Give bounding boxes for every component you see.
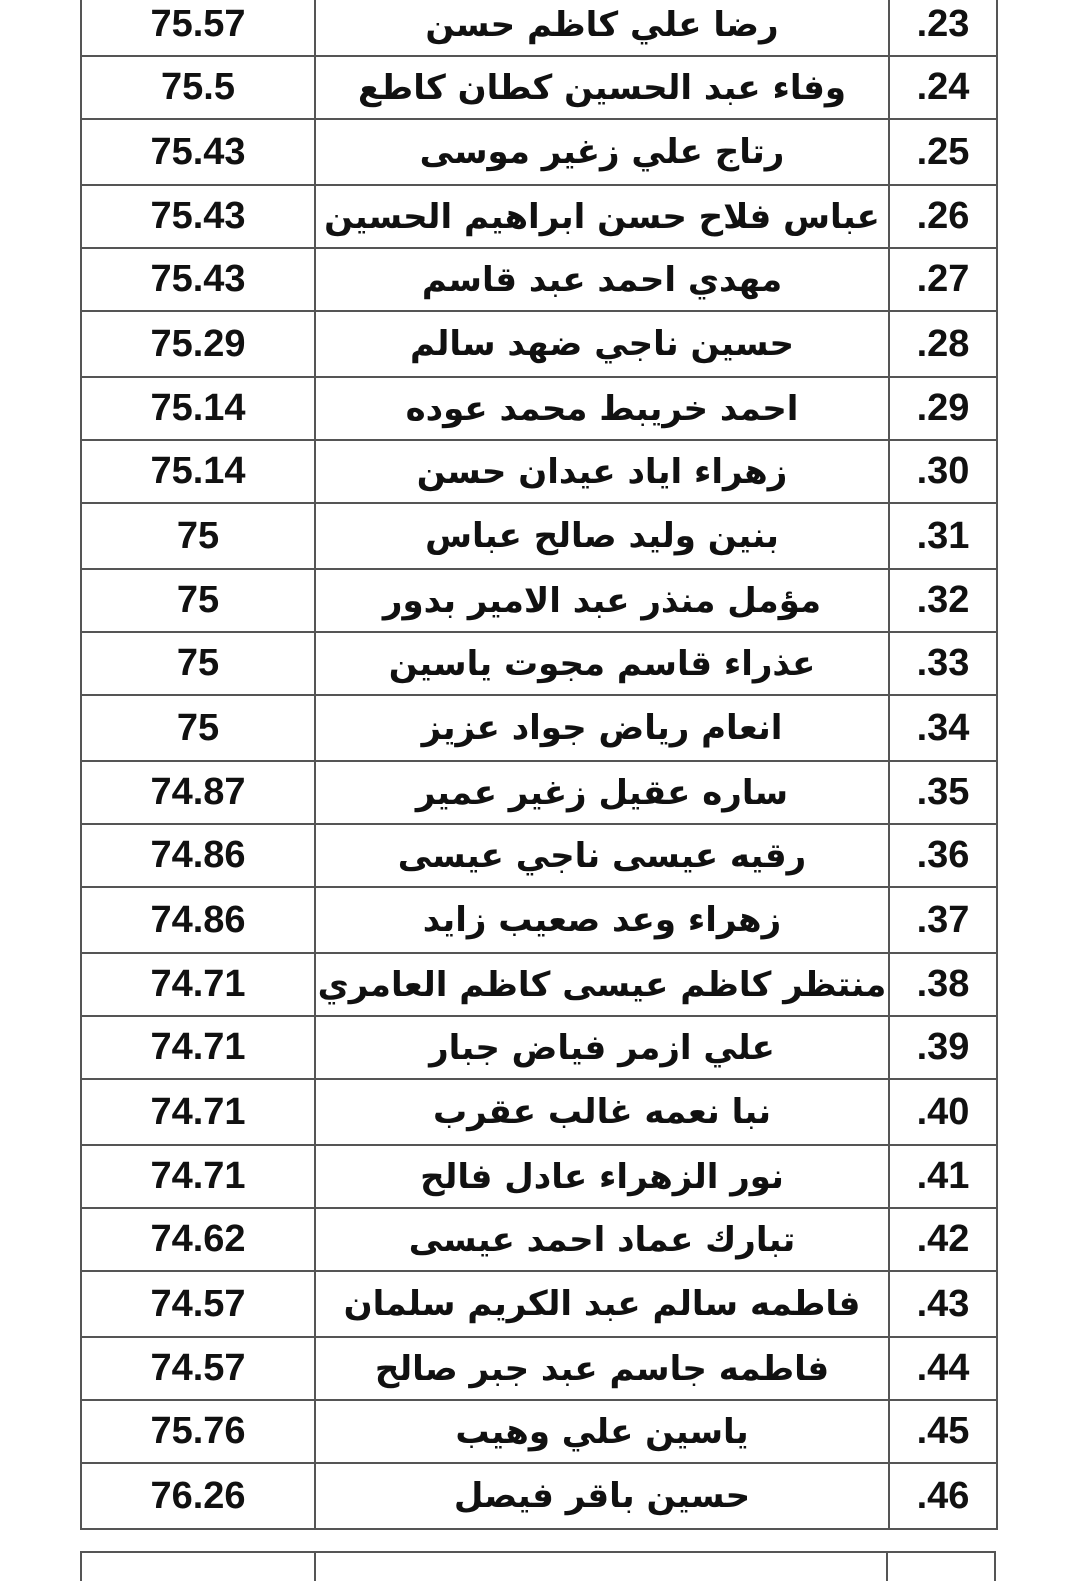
- results-table-container: [80, 0, 996, 1530]
- table-row: [81, 0, 997, 56]
- score-cell: 75.43: [81, 248, 315, 311]
- name-cell: حسين باقر فيصل: [315, 1463, 889, 1529]
- index-cell: [889, 1271, 997, 1337]
- index-cell: [889, 632, 997, 695]
- name-cell: منتظر كاظم عيسى كاظم العامري: [315, 953, 889, 1016]
- index-cell: [889, 56, 997, 119]
- name-cell: بنين وليد صالح عباس: [315, 503, 889, 569]
- score-cell: 74.86: [81, 824, 315, 887]
- score-cell: 74.71: [81, 1016, 315, 1079]
- score-cell: 75.14: [81, 377, 315, 440]
- index-number: .32: [916, 579, 970, 621]
- table-row: [81, 1337, 997, 1400]
- index-cell: [889, 377, 997, 440]
- name-cell: مهدي احمد عبد قاسم: [315, 248, 889, 311]
- index-cell: [889, 1145, 997, 1208]
- score-cell: 75.43: [81, 185, 315, 248]
- index-number: .23: [916, 3, 970, 45]
- index-cell: [889, 248, 997, 311]
- index-cell: [889, 1208, 997, 1271]
- name-cell: علي ازمر فياض جبار: [315, 1016, 889, 1079]
- table-row: [81, 56, 997, 119]
- table-row: [81, 887, 997, 953]
- table-row: [81, 569, 997, 632]
- index-number: .43: [916, 1282, 970, 1325]
- index-cell: [889, 311, 997, 377]
- index-cell: [889, 824, 997, 887]
- table-row: [81, 185, 997, 248]
- score-cell: 75.76: [81, 1400, 315, 1463]
- name-cell: ياسين علي وهيب: [315, 1400, 889, 1463]
- score-cell: 74.86: [81, 887, 315, 953]
- name-cell: فاطمه سالم عبد الكريم سلمان: [315, 1271, 889, 1337]
- table-row: [81, 1463, 997, 1529]
- index-number: .28: [916, 322, 970, 365]
- name-cell: عباس فلاح حسن ابراهيم الحسين: [315, 185, 889, 248]
- score-cell: 74.57: [81, 1337, 315, 1400]
- table-row: [81, 1145, 997, 1208]
- table-row: [81, 1271, 997, 1337]
- name-cell: احمد خريبط محمد عوده: [315, 377, 889, 440]
- name-cell: عذراء قاسم مجوت ياسين: [315, 632, 889, 695]
- name-cell: تبارك عماد احمد عيسى: [315, 1208, 889, 1271]
- score-cell: 74.71: [81, 953, 315, 1016]
- score-cell: 76.26: [81, 1463, 315, 1529]
- index-cell: [889, 1337, 997, 1400]
- index-number: .34: [916, 706, 970, 749]
- name-cell: نبا نعمه غالب عقرب: [315, 1079, 889, 1145]
- name-cell: فاطمه جاسم عبد جبر صالح: [315, 1337, 889, 1400]
- table-row: [81, 953, 997, 1016]
- table-row: [81, 1079, 997, 1145]
- name-cell: رقيه عيسى ناجي عيسى: [315, 824, 889, 887]
- index-number: .27: [916, 258, 970, 300]
- partial-table-row: [80, 1551, 996, 1581]
- index-cell: [889, 1079, 997, 1145]
- score-cell: 74.71: [81, 1079, 315, 1145]
- table-row: [81, 311, 997, 377]
- results-table: [80, 0, 998, 1530]
- index-number: .36: [916, 834, 970, 876]
- index-number: .39: [916, 1026, 970, 1068]
- score-cell: 75: [81, 503, 315, 569]
- index-cell: [889, 887, 997, 953]
- score-cell: 75: [81, 569, 315, 632]
- index-cell: [889, 569, 997, 632]
- score-cell: 75: [81, 632, 315, 695]
- score-cell: 74.71: [81, 1145, 315, 1208]
- index-number: .25: [916, 130, 970, 173]
- index-number: .29: [916, 387, 970, 429]
- column-divider: [886, 1553, 888, 1581]
- score-cell: 74.62: [81, 1208, 315, 1271]
- index-number: .26: [916, 195, 970, 237]
- index-number: .41: [916, 1155, 970, 1197]
- table-row: [81, 1208, 997, 1271]
- name-cell: رتاج علي زغير موسى: [315, 119, 889, 185]
- table-row: [81, 248, 997, 311]
- index-cell: [889, 1463, 997, 1529]
- name-cell: زهراء وعد صعيب زايد: [315, 887, 889, 953]
- name-cell: رضا علي كاظم حسن: [315, 0, 889, 56]
- score-cell: 74.57: [81, 1271, 315, 1337]
- score-cell: 75.43: [81, 119, 315, 185]
- index-number: .30: [916, 450, 970, 492]
- table-row: [81, 377, 997, 440]
- score-cell: 75.5: [81, 56, 315, 119]
- index-cell: [889, 440, 997, 503]
- index-number: .45: [916, 1410, 970, 1452]
- index-cell: [889, 185, 997, 248]
- score-cell: 75.57: [81, 0, 315, 56]
- index-cell: [889, 761, 997, 824]
- index-number: .33: [916, 642, 970, 684]
- table-row: [81, 119, 997, 185]
- name-cell: مؤمل منذر عبد الامير بدور: [315, 569, 889, 632]
- index-number: .40: [916, 1090, 970, 1133]
- table-row: [81, 824, 997, 887]
- index-number: .37: [916, 898, 970, 941]
- index-number: .24: [916, 66, 970, 108]
- name-cell: حسين ناجي ضهد سالم: [315, 311, 889, 377]
- score-cell: 75.29: [81, 311, 315, 377]
- score-cell: 74.87: [81, 761, 315, 824]
- index-cell: [889, 1016, 997, 1079]
- table-row: [81, 695, 997, 761]
- column-divider: [314, 1553, 316, 1581]
- results-table-body: [81, 0, 997, 1529]
- table-row: [81, 1400, 997, 1463]
- index-number: .35: [916, 771, 970, 813]
- score-cell: 75: [81, 695, 315, 761]
- index-number: .42: [916, 1218, 970, 1260]
- index-cell: [889, 119, 997, 185]
- index-cell: [889, 1400, 997, 1463]
- index-number: .46: [916, 1474, 970, 1517]
- index-cell: [889, 503, 997, 569]
- index-cell: [889, 0, 997, 56]
- index-number: .31: [916, 514, 970, 557]
- table-row: [81, 632, 997, 695]
- index-number: .44: [916, 1347, 970, 1389]
- table-row: [81, 761, 997, 824]
- name-cell: ساره عقيل زغير عمير: [315, 761, 889, 824]
- index-cell: [889, 953, 997, 1016]
- index-number: .38: [916, 963, 970, 1005]
- table-row: [81, 503, 997, 569]
- name-cell: وفاء عبد الحسين كطان كاطع: [315, 56, 889, 119]
- name-cell: انعام رياض جواد عزيز: [315, 695, 889, 761]
- name-cell: زهراء اياد عيدان حسن: [315, 440, 889, 503]
- table-row: [81, 440, 997, 503]
- score-cell: 75.14: [81, 440, 315, 503]
- table-row: [81, 1016, 997, 1079]
- name-cell: نور الزهراء عادل فالح: [315, 1145, 889, 1208]
- index-cell: [889, 695, 997, 761]
